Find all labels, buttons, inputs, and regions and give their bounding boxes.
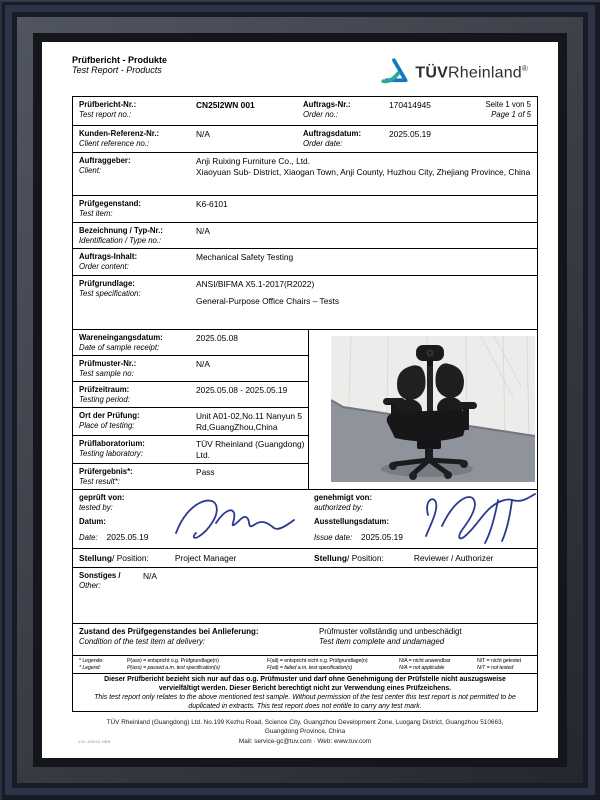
row-client-ref	[73, 125, 537, 152]
disclaimer-en: This test report only relates to the above mentioned test sample. Without permission of the test center this test report is not permitted to be duplicated in extracts. This test report does not entitle to carry any test mark.	[94, 693, 516, 710]
client-address: Xiaoyuan Sub- District, Xiaogan Town, Anji County, Huzhou City, Zhejiang Province, China	[196, 166, 531, 177]
client-label-de: Auftraggeber:	[79, 156, 131, 165]
testing-period-label	[73, 382, 196, 407]
row-other	[73, 567, 537, 623]
test-spec-standard: ANSI/BIFMA X5.1-2017(R2022)	[196, 279, 315, 289]
report-title-en: Test Report - Products	[72, 65, 162, 75]
laboratory-label-de: Prüflaboratorium:	[79, 439, 145, 449]
row2-spacer	[461, 126, 537, 152]
client-ref-value: N/A	[196, 129, 210, 139]
tested-by-label-en: tested by:	[79, 502, 113, 512]
row-test-spec	[73, 275, 537, 329]
position-label-bold: Stellung	[79, 552, 113, 563]
report-no-value: CN25I2WN 001	[196, 100, 255, 110]
testing-period-label-de: Prüfzeitraum:	[79, 385, 130, 395]
report-title	[72, 55, 167, 75]
place-label-de: Ort der Prüfung:	[79, 411, 140, 421]
row-sample-no	[73, 355, 308, 381]
authorized-position-value: Reviewer / Authorizer	[413, 552, 494, 563]
report-header	[72, 55, 538, 95]
place-value: Unit A01-02,No.11 Nanyun 5 Rd,GuangZhou,China	[196, 411, 302, 433]
identification-value: N/A	[196, 226, 210, 236]
place-label	[73, 408, 196, 435]
tested-by-signature	[168, 493, 313, 547]
sample-data-rows	[73, 330, 308, 489]
condition-value-en: Test item complete and undamaged	[319, 636, 445, 646]
legend-nt-de: N/T = nicht getestet	[477, 658, 521, 664]
legend-fail-de: F(ail) = entspricht nicht o.g. Prüfgrundlage(n)	[267, 658, 368, 664]
result-value: Pass	[196, 466, 215, 477]
sample-no-label-de: Prüfmuster-Nr.:	[79, 359, 137, 369]
condition-label-en: Condition of the test item at delivery:	[79, 636, 206, 646]
disclaimer-de: Dieser Prüfbericht bezieht sich nur auf das o.g. Prüfmuster und darf ohne Genehmigung der Prüfstelle nicht auszugsweise vervielfältigt werden. Dieser Bericht berechtigt nicht zur Verwendung eines Prüfzeichens.	[104, 676, 506, 692]
sample-section	[73, 329, 537, 489]
order-date-value: 2025.05.19	[389, 129, 431, 139]
signature-section	[73, 489, 537, 548]
other-label	[73, 568, 143, 623]
footer-address-line2: Guangdong Province, China	[264, 728, 346, 736]
row-test-item	[73, 195, 537, 222]
issue-date-value: 2025.05.19	[361, 532, 403, 543]
tested-position-value: Project Manager	[174, 552, 237, 563]
laboratory-label-en: Testing laboratory:	[79, 448, 143, 458]
row-order-content	[73, 248, 537, 275]
authorized-by-signature	[418, 490, 538, 546]
sample-receipt-label-de: Wareneingangsdatum:	[79, 333, 163, 342]
row-result	[73, 463, 308, 489]
legend-nt-en: N/T = not tested	[477, 665, 514, 672]
report-paper	[42, 42, 558, 758]
legend-label-de: * Legende:	[79, 658, 104, 664]
other-label-en: Other:	[79, 580, 101, 590]
tested-by-label-de: geprüft von:	[79, 493, 125, 502]
sample-receipt-value: 2025.05.08	[196, 333, 238, 343]
row-testing-period	[73, 381, 308, 407]
sample-no-label-en: Test sample no:	[79, 368, 134, 378]
identification-label-en: Identification / Type no.:	[79, 235, 162, 245]
sample-no-value: N/A	[196, 359, 210, 370]
tuv-rheinland-logo	[379, 57, 528, 89]
order-date-label	[303, 126, 389, 152]
test-spec-label	[73, 276, 196, 329]
registered-mark: ®	[521, 63, 528, 73]
authorized-by-label-en: authorized by:	[314, 502, 363, 512]
client-value	[196, 153, 537, 195]
row-place	[73, 407, 308, 435]
order-content-label-de: Auftrags-Inhalt:	[79, 252, 138, 261]
other-label-de: Sonstiges /	[79, 571, 121, 580]
result-label-en: Test result*:	[79, 476, 120, 486]
legend-pass-en: P(ass) = passed a.m. test specification(s)	[127, 665, 220, 672]
report-table	[72, 96, 538, 712]
place-label-en: Place of testing:	[79, 420, 135, 430]
test-spec-title: General-Purpose Office Chairs – Tests	[196, 295, 340, 306]
identification-label-de: Bezeichnung / Typ-Nr.:	[79, 226, 163, 235]
issue-date-label-de: Ausstellungsdatum:	[314, 517, 389, 527]
identification-label	[73, 223, 196, 248]
date-label-de: Datum:	[79, 517, 106, 527]
footer-contact: Mail: service-gc@tuv.com · Web: www.tuv.com	[238, 737, 372, 745]
tuv-triangle-icon	[379, 57, 409, 89]
sample-no-label	[73, 356, 196, 381]
issue-date-label-en: Issue date:	[314, 533, 353, 543]
client-ref-label	[73, 126, 196, 152]
position-label-rest: / Position:	[112, 552, 149, 563]
order-content-label-en: Order content:	[79, 261, 129, 271]
footer-address-line1: TÜV Rheinland (Guangdong) Ltd. No.199 Kezhu Road, Science City, Guangzhou Development Zone, Luogang District, Guangzhou 510663,	[106, 719, 504, 726]
report-no-label-en: Test report no.:	[79, 109, 132, 119]
order-date-label-en: Order date:	[303, 138, 343, 148]
sample-receipt-label-en: Date of sample receipt:	[79, 342, 160, 352]
result-label-de: Prüfergebnis*:	[79, 466, 133, 476]
result-label	[73, 464, 196, 489]
client-ref-label-de: Kunden-Referenz-Nr.:	[79, 129, 160, 138]
date-label-en: Date:	[79, 533, 98, 543]
authorized-by-label-de: genehmigt von:	[314, 493, 373, 502]
tested-date-value: 2025.05.19	[106, 532, 149, 543]
client-name: Anji Ruixing Furniture Co., Ltd.	[196, 156, 311, 166]
sample-receipt-label	[73, 330, 196, 355]
position-label-rest-2: / Position:	[347, 552, 384, 563]
form-code: V10.192/02.HBR	[78, 739, 111, 744]
client-ref-label-en: Client reference no.:	[79, 138, 150, 148]
page-indicator-de: Seite 1 von 5	[485, 100, 531, 109]
legend-fail-en: F(ail) = failed a.m. test specification(s)	[267, 665, 353, 672]
client-label	[73, 153, 196, 195]
condition-label	[73, 624, 315, 655]
row-condition	[73, 623, 537, 655]
tuv-logo-regular: Rheinland	[448, 64, 522, 82]
order-no-value: 170414945	[389, 100, 431, 110]
tuv-logo-bold: TÜV	[415, 64, 449, 82]
authorized-by-block	[308, 490, 403, 548]
tested-position	[73, 553, 308, 564]
test-item-label	[73, 196, 196, 222]
page-indicator	[461, 97, 537, 125]
legend-pass-de: P(ass) = entspricht o.g. Prüfgrundlage(n)	[127, 658, 219, 664]
disclaimer-box	[73, 673, 537, 711]
row-sample-receipt	[73, 330, 308, 355]
page-indicator-en: Page 1 of 5	[491, 109, 531, 119]
legend-en	[79, 665, 537, 672]
position-label-bold-2: Stellung	[314, 552, 348, 563]
client-label-en: Client:	[79, 165, 102, 175]
legend-de	[79, 658, 537, 665]
laboratory-label	[73, 436, 196, 463]
authorized-position	[308, 553, 493, 564]
position-row	[73, 548, 537, 567]
test-item-label-en: Test item:	[79, 208, 113, 218]
order-no-label-de: Auftrags-Nr.:	[303, 100, 351, 109]
test-item-value: K6-6101	[196, 199, 228, 209]
legend-na-de: N/A = nicht anwendbar	[399, 658, 451, 664]
tuv-logo-text	[415, 64, 528, 82]
row-identification	[73, 222, 537, 248]
condition-value	[315, 624, 462, 655]
report-no-label-de: Prüfbericht-Nr.:	[79, 100, 137, 109]
legend-row	[73, 655, 537, 673]
condition-value-de: Prüfmuster vollständig und unbeschädigt	[319, 627, 462, 636]
condition-label-de: Zustand des Prüfgegenstandes bei Anlieferung:	[79, 627, 259, 636]
order-content-value: Mechanical Safety Testing	[196, 252, 294, 262]
order-date-label-de: Auftragsdatum:	[303, 129, 362, 138]
report-no-label	[73, 97, 196, 125]
report-footer	[72, 718, 538, 746]
order-content-label	[73, 249, 196, 275]
legend-na-en: N/A = not applicable	[399, 665, 445, 672]
testing-period-value: 2025.05.08 - 2025.05.19	[196, 385, 288, 396]
legend-label-en: * Legend:	[79, 665, 101, 672]
laboratory-value: TÜV Rheinland (Guangdong) Ltd.	[196, 439, 305, 460]
order-no-label-en: Order no.:	[303, 109, 339, 119]
test-spec-label-en: Test specification:	[79, 288, 141, 298]
order-no-label	[303, 97, 389, 125]
other-value: N/A	[143, 571, 157, 581]
row-client	[73, 152, 537, 195]
test-item-label-de: Prüfgegenstand:	[79, 199, 141, 208]
report-title-de: Prüfbericht - Produkte	[72, 55, 168, 65]
test-spec-value	[196, 276, 537, 329]
row-report-no	[73, 97, 537, 125]
test-item-photo	[308, 330, 540, 489]
office-chair-photo-illustration	[331, 336, 535, 482]
testing-period-label-en: Testing period:	[79, 394, 130, 404]
report-content	[72, 42, 538, 745]
row-laboratory	[73, 435, 308, 463]
test-spec-label-de: Prüfgrundlage:	[79, 279, 135, 288]
